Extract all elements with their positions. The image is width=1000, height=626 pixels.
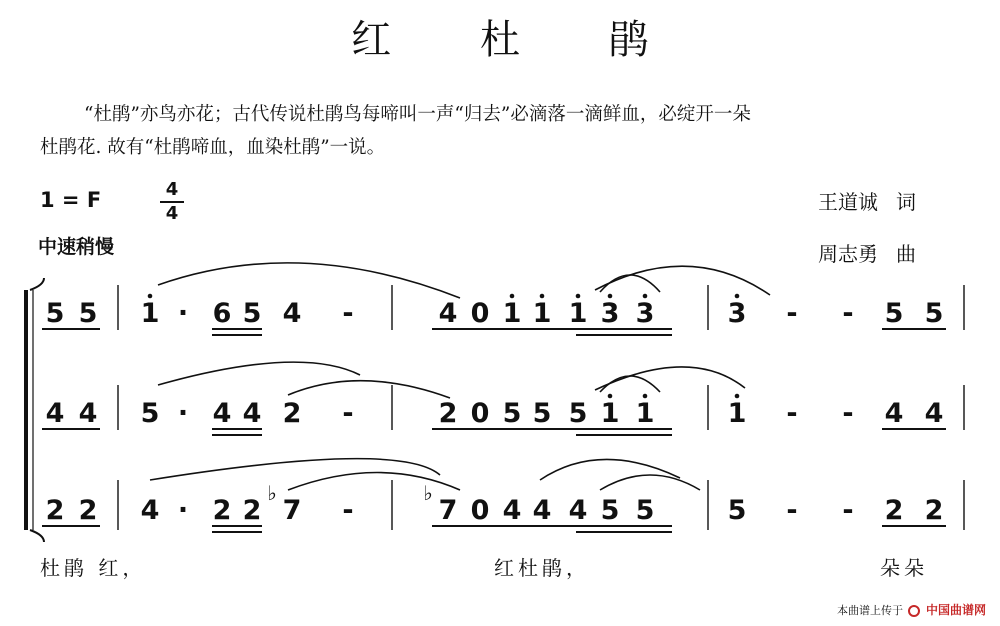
note-part-1-17: - — [786, 298, 798, 329]
note-part-1-1: 5 — [45, 298, 65, 329]
note-part-2-16: 1 — [727, 398, 747, 429]
note-part-1-2: 5 — [78, 298, 98, 329]
note-part-3-7: 7 — [282, 495, 302, 526]
note-part-2-14: 1 — [600, 398, 620, 429]
composer-role: 曲 — [896, 242, 916, 266]
footer-credit — [837, 601, 986, 618]
note-part-3-5: 2 — [212, 495, 232, 526]
note-part-1-10: 0 — [470, 298, 490, 329]
site-logo-icon — [908, 605, 920, 617]
time-signature-top: 4 — [165, 179, 179, 200]
lyrics-part-2: 红杜鹃， — [494, 556, 590, 580]
intro-line-2: 杜鹃花. 故有“杜鹃啼血，血染杜鹃”一说。 — [40, 137, 386, 158]
note-part-3-3: 4 — [140, 495, 160, 526]
note-part-1-15: 3 — [635, 298, 655, 329]
note-part-1-12: 1 — [532, 298, 552, 329]
tempo-marking: 中速稍慢 — [38, 236, 115, 258]
intro-line-1: “杜鹃”亦鸟亦花；古代传说杜鹃鸟每啼叫一声“归去”必滴落一滴鲜血，必绽开一朵 — [84, 104, 751, 125]
note-part-2-10: 0 — [470, 398, 490, 429]
note-part-1-13: 1 — [568, 298, 588, 329]
note-part-3-4: · — [177, 495, 189, 526]
note-part-1-18: - — [842, 298, 854, 329]
note-part-3-11: 4 — [502, 495, 522, 526]
note-part-3-2: 2 — [78, 495, 98, 526]
note-part-2-20: 4 — [924, 398, 944, 429]
note-part-2-5: 4 — [212, 398, 232, 429]
note-part-1-6: 5 — [242, 298, 262, 329]
note-part-3-18: - — [842, 495, 854, 526]
lyrics-part-3: 朵朵 — [880, 556, 928, 580]
flat-accidental-1: ♭ — [267, 481, 277, 505]
note-part-1-19: 5 — [884, 298, 904, 329]
song-title: 红 杜 鹃 — [351, 17, 687, 63]
note-part-3-13: 4 — [568, 495, 588, 526]
note-part-3-19: 2 — [884, 495, 904, 526]
time-signature-bottom: 4 — [165, 203, 179, 224]
footer-site-link[interactable]: 中国曲谱网 — [925, 603, 986, 617]
note-part-2-12: 5 — [532, 398, 552, 429]
note-part-2-6: 4 — [242, 398, 262, 429]
note-part-3-9: 7 — [438, 495, 458, 526]
note-part-3-20: 2 — [924, 495, 944, 526]
note-part-1-5: 6 — [212, 298, 232, 329]
note-part-1-20: 5 — [924, 298, 944, 329]
note-part-1-9: 4 — [438, 298, 458, 329]
note-part-2-11: 5 — [502, 398, 522, 429]
note-part-3-15: 5 — [635, 495, 655, 526]
note-part-1-16: 3 — [727, 298, 747, 329]
note-part-1-11: 1 — [502, 298, 522, 329]
lyricist-role: 词 — [896, 190, 916, 214]
note-part-3-8: - — [342, 495, 354, 526]
note-part-2-3: 5 — [140, 398, 160, 429]
note-part-2-2: 4 — [78, 398, 98, 429]
lyricist-name: 王道诚 — [818, 190, 878, 214]
note-part-3-17: - — [786, 495, 798, 526]
note-part-1-3: 1 — [140, 298, 160, 329]
note-part-3-6: 2 — [242, 495, 262, 526]
note-part-2-18: - — [842, 398, 854, 429]
note-part-2-17: - — [786, 398, 798, 429]
note-part-3-16: 5 — [727, 495, 747, 526]
lyrics-part-1: 杜鹃 红， — [40, 556, 147, 580]
note-part-3-1: 2 — [45, 495, 65, 526]
note-part-1-7: 4 — [282, 298, 302, 329]
key-signature: 1 = F — [40, 188, 102, 212]
composer-name: 周志勇 — [818, 242, 878, 266]
note-part-2-7: 2 — [282, 398, 302, 429]
note-part-3-14: 5 — [600, 495, 620, 526]
note-part-3-12: 4 — [532, 495, 552, 526]
note-part-1-8: - — [342, 298, 354, 329]
note-part-3-10: 0 — [470, 495, 490, 526]
note-part-2-1: 4 — [45, 398, 65, 429]
note-part-2-8: - — [342, 398, 354, 429]
note-part-2-13: 5 — [568, 398, 588, 429]
system-bracket — [26, 278, 44, 542]
note-part-2-9: 2 — [438, 398, 458, 429]
note-part-2-15: 1 — [635, 398, 655, 429]
note-part-1-14: 3 — [600, 298, 620, 329]
flat-accidental-2: ♭ — [423, 481, 433, 505]
note-part-2-4: · — [177, 398, 189, 429]
note-part-2-19: 4 — [884, 398, 904, 429]
slurs-and-ties — [150, 263, 770, 490]
note-part-1-4: · — [177, 298, 189, 329]
score-notes — [46, 298, 944, 526]
footer-prefix: 本曲谱上传于 — [836, 604, 903, 617]
